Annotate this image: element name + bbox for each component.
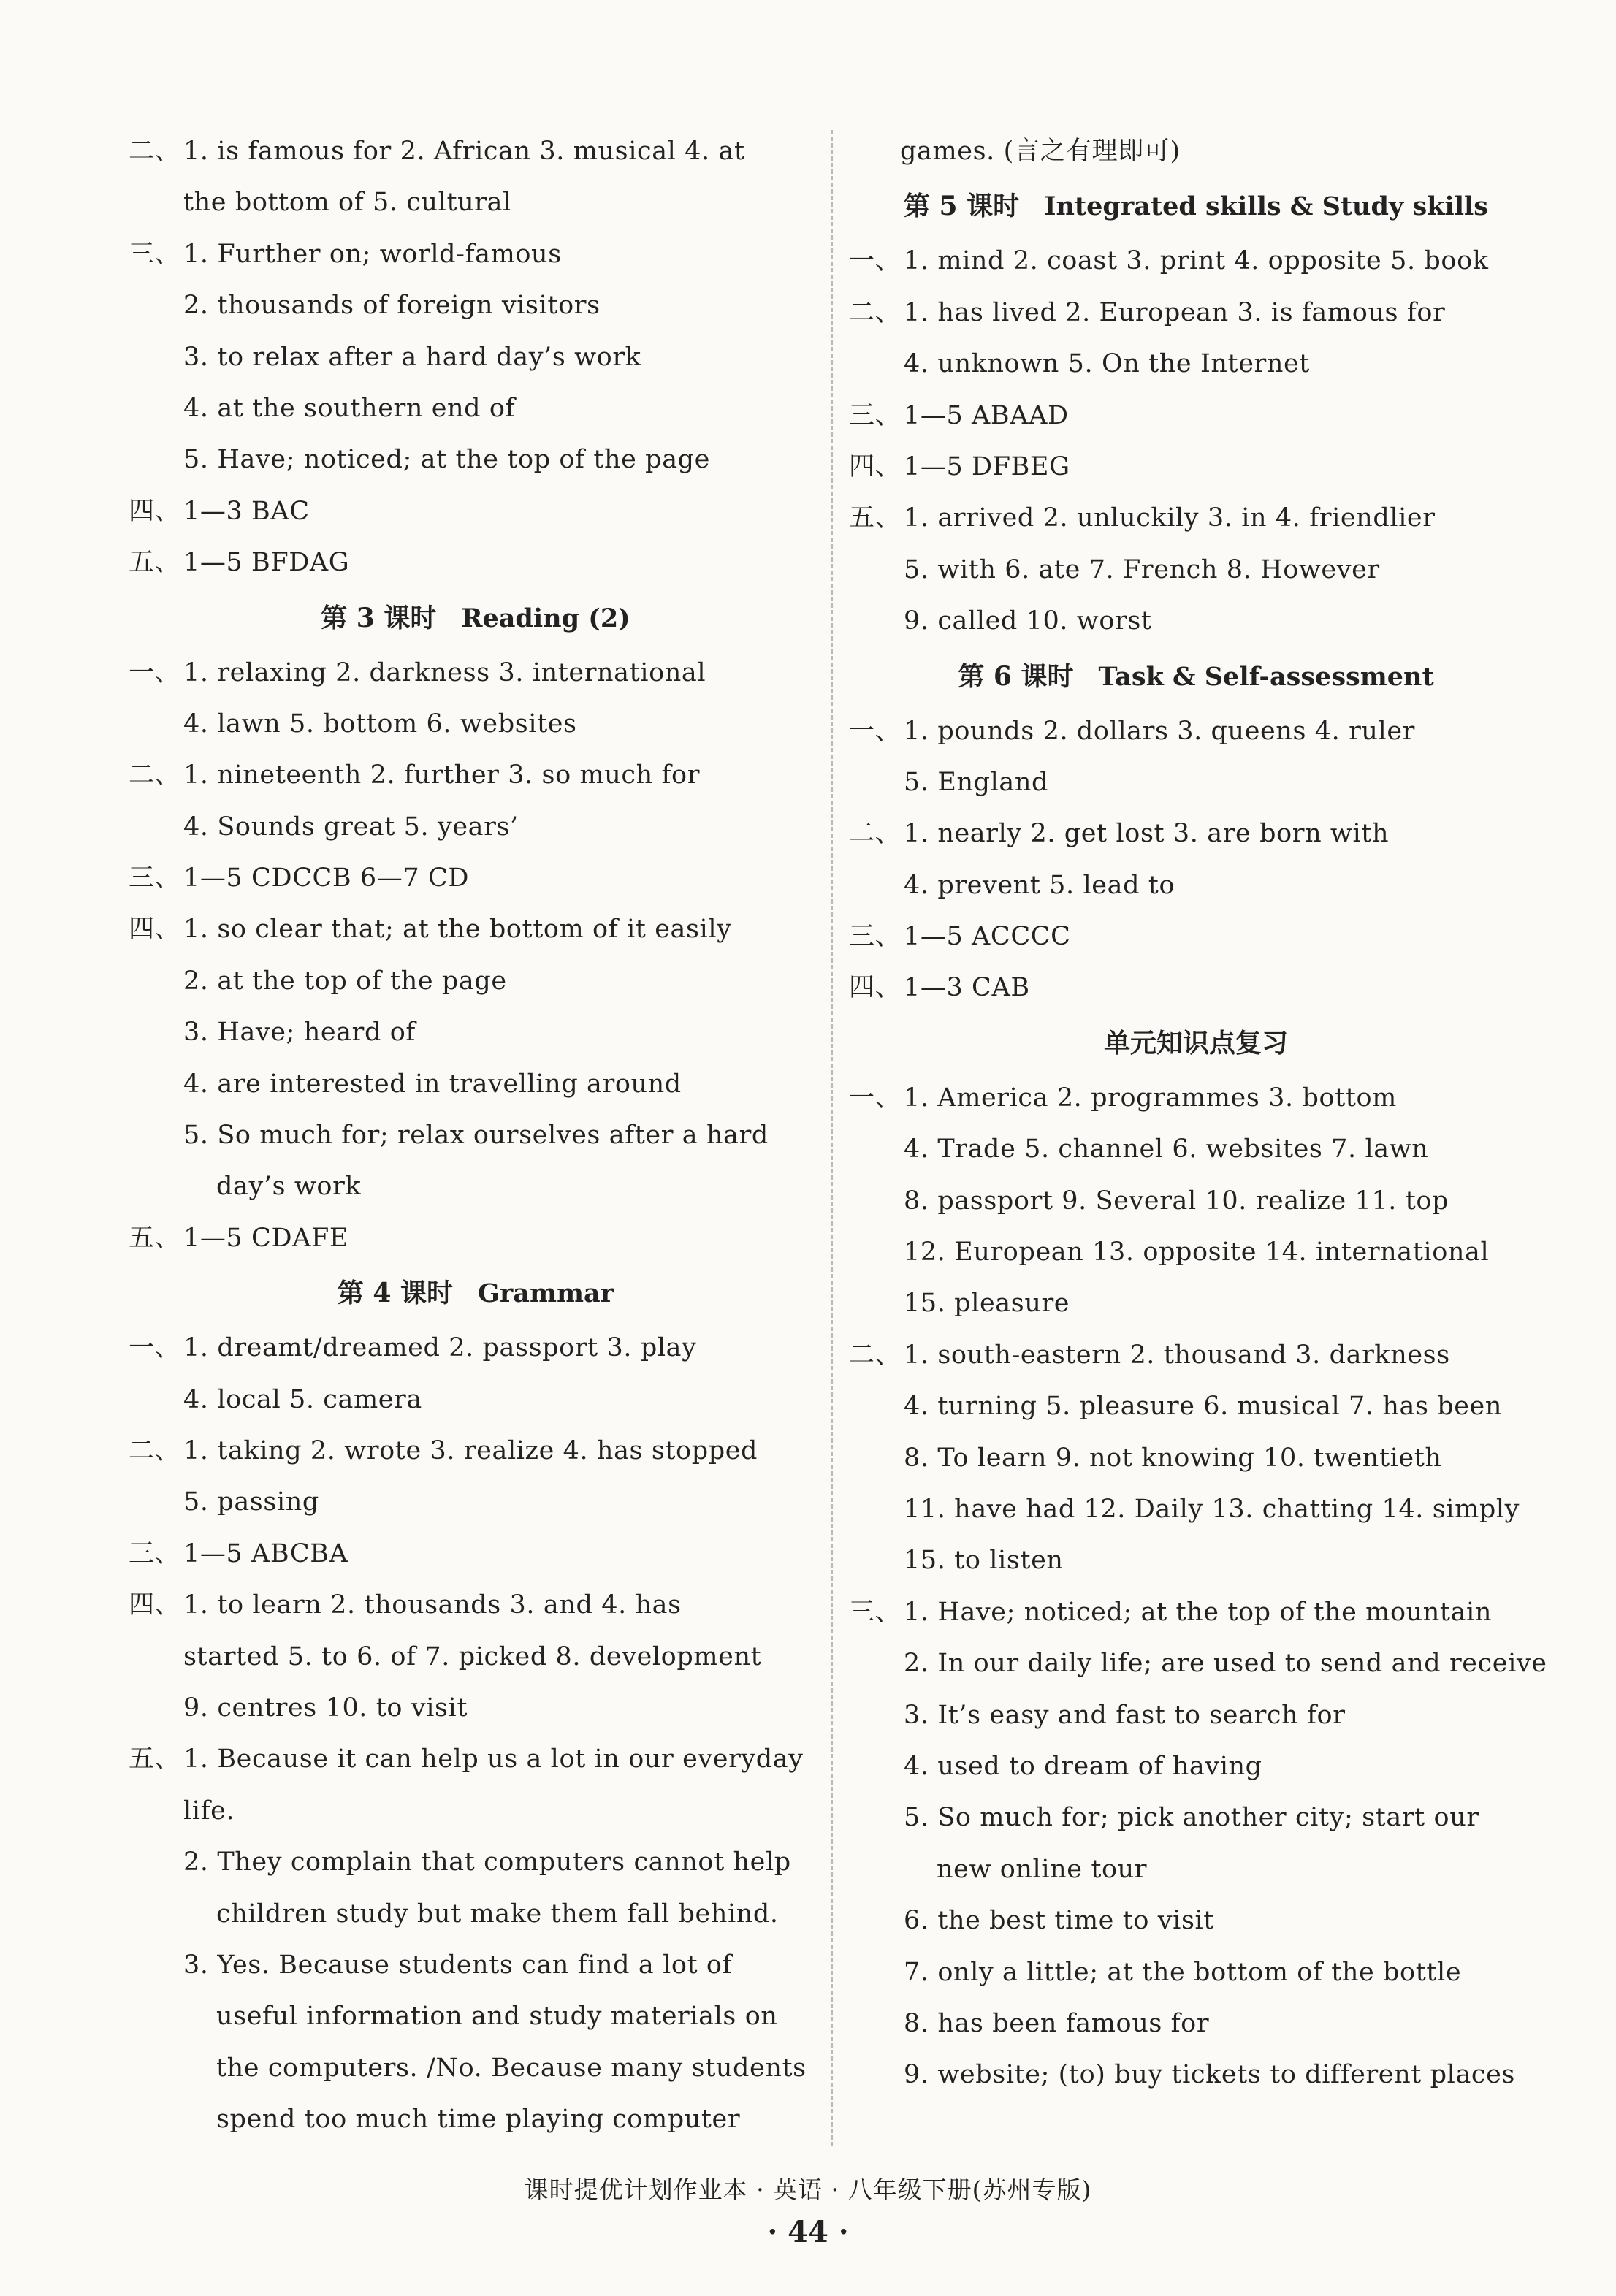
- answer-text: started 5. to 6. of 7. picked 8. development: [183, 1641, 762, 1671]
- exercise-number: 五、: [129, 548, 181, 578]
- answer-text: 11. have had 12. Daily 13. chatting 14. simply: [904, 1494, 1520, 1524]
- answer-text: 4. lawn 5. bottom 6. websites: [183, 709, 577, 739]
- answer-line: [129, 1631, 823, 1682]
- answer-line: [129, 280, 823, 331]
- answer-text: 2. at the top of the page: [183, 966, 507, 996]
- answer-text: 5. passing: [183, 1487, 319, 1517]
- exercise-number: 三、: [849, 400, 902, 430]
- answer-text: 1—5 ABCBA: [183, 1538, 348, 1568]
- exercise-item: [849, 390, 1543, 441]
- exercise-item: [849, 287, 1543, 338]
- exercise-number: 一、: [849, 716, 902, 746]
- answer-line: [129, 2094, 823, 2145]
- column-divider: [831, 130, 833, 2146]
- answer-line: [849, 2049, 1543, 2100]
- exercise-item: [849, 911, 1543, 962]
- exercise-item: [129, 1322, 823, 1373]
- answer-text: 5. So much for; pick another city; start our: [904, 1803, 1479, 1833]
- lesson-heading: [849, 647, 1543, 706]
- answer-text: 6. the best time to visit: [904, 1906, 1214, 1936]
- exercise-item: [129, 647, 823, 698]
- exercise-item: [849, 1587, 1543, 1638]
- exercise-item: [129, 1734, 823, 1785]
- exercise-item: [129, 1213, 823, 1264]
- answer-text: 9. called 10. worst: [904, 606, 1152, 636]
- answer-text: 1—5 BFDAG: [183, 548, 350, 578]
- answer-line: [849, 126, 1543, 177]
- answer-text: 1—5 ACCCC: [904, 922, 1071, 952]
- answer-text: 4. local 5. camera: [183, 1384, 422, 1414]
- exercise-item: [129, 1528, 823, 1579]
- answer-text: 1—5 DFBEG: [904, 451, 1070, 481]
- lesson-heading-title: Task & Self-assessment: [1098, 661, 1434, 692]
- lesson-heading-label: 第 3 课时: [321, 602, 437, 633]
- answer-line: [129, 1940, 823, 1991]
- answer-line: [129, 1837, 823, 1888]
- answer-text: 4. Trade 5. channel 6. websites 7. lawn: [904, 1134, 1429, 1164]
- answer-text: 1—3 BAC: [183, 496, 310, 526]
- answer-line: [129, 1161, 823, 1212]
- exercise-number: 二、: [849, 1340, 902, 1370]
- answer-line: [849, 1433, 1543, 1484]
- answer-text: 4. prevent 5. lead to: [904, 870, 1175, 900]
- answer-text: 1—5 CDAFE: [183, 1223, 349, 1253]
- lesson-heading-title: Grammar: [477, 1278, 614, 1309]
- exercise-number: 四、: [129, 1590, 181, 1620]
- lesson-heading: [129, 1264, 823, 1322]
- answer-text: 1. pounds 2. dollars 3. queens 4. ruler: [904, 716, 1415, 746]
- answer-text: 1. America 2. programmes 3. bottom: [904, 1083, 1397, 1113]
- answer-text: new online tour: [937, 1854, 1148, 1884]
- answer-line: [849, 1844, 1543, 1895]
- exercise-number: 三、: [849, 1597, 902, 1627]
- answer-text: 4. Sounds great 5. years’: [183, 812, 519, 842]
- lesson-heading: [849, 177, 1543, 235]
- answer-line: [849, 1381, 1543, 1432]
- answer-text: 1. nineteenth 2. further 3. so much for: [183, 760, 701, 790]
- exercise-item: [129, 126, 823, 177]
- answer-text: children study but make them fall behind.: [216, 1899, 779, 1929]
- lesson-heading-label: 第 6 课时: [958, 660, 1074, 692]
- answer-line: [129, 2043, 823, 2094]
- answer-text: the computers. /No. Because many students: [216, 2053, 807, 2083]
- answer-line: [849, 1278, 1543, 1329]
- answer-line: [849, 1484, 1543, 1535]
- exercise-number: 二、: [129, 1435, 181, 1465]
- answer-line: [849, 1227, 1543, 1278]
- exercise-number: 五、: [129, 1223, 181, 1253]
- answer-text: 1. taking 2. wrote 3. realize 4. has stopped: [183, 1435, 758, 1465]
- answer-text: 4. at the southern end of: [183, 393, 516, 423]
- answer-text: 3. It’s easy and fast to search for: [904, 1700, 1346, 1730]
- lesson-heading-title: Reading (2): [461, 603, 630, 633]
- answer-line: [849, 1535, 1543, 1586]
- answer-text: 2. They complain that computers cannot help: [183, 1847, 791, 1877]
- answer-line: [849, 1638, 1547, 1689]
- exercise-item: [129, 904, 823, 955]
- answer-text: 5. England: [904, 767, 1049, 797]
- lesson-heading-label: 单元知识点复习: [1103, 1027, 1288, 1059]
- exercise-item: [129, 1579, 823, 1631]
- exercise-item: [129, 229, 823, 280]
- exercise-item: [129, 537, 823, 588]
- exercise-number: 四、: [849, 973, 902, 1003]
- exercise-number: 四、: [129, 915, 181, 945]
- answer-line: [849, 595, 1543, 647]
- answer-line: [129, 1059, 823, 1110]
- answer-line: [849, 757, 1543, 808]
- exercise-number: 四、: [129, 496, 181, 526]
- exercise-number: 二、: [129, 137, 181, 166]
- exercise-item: [129, 486, 823, 537]
- answer-line: [129, 177, 823, 228]
- answer-text: 4. turning 5. pleasure 6. musical 7. has been: [904, 1392, 1503, 1422]
- answer-line: [849, 860, 1543, 911]
- exercise-item: [849, 235, 1543, 286]
- exercise-item: [849, 492, 1543, 544]
- exercise-number: 三、: [129, 239, 181, 269]
- answer-text: 8. To learn 9. not knowing 10. twentieth: [904, 1443, 1442, 1473]
- answer-line: [849, 1998, 1543, 2049]
- answer-text: 1. Have; noticed; at the top of the mountain: [904, 1597, 1492, 1627]
- answer-text: day’s work: [216, 1172, 362, 1202]
- answer-text: 2. In our daily life; are used to send and receive: [904, 1649, 1547, 1679]
- answer-line: [849, 1947, 1543, 1998]
- exercise-number: 四、: [849, 451, 902, 481]
- answer-text: 1. Because it can help us a lot in our everyday: [183, 1744, 804, 1774]
- answer-text: 1—5 ABAAD: [904, 400, 1069, 430]
- answer-text: 3. to relax after a hard day’s work: [183, 342, 641, 372]
- exercise-number: 三、: [129, 863, 181, 893]
- answer-text: 12. European 13. opposite 14. international: [904, 1237, 1490, 1267]
- answer-line: [129, 1374, 823, 1425]
- answer-line: [129, 434, 823, 485]
- answer-line: [129, 956, 823, 1007]
- lesson-heading-title: Integrated skills & Study skills: [1044, 191, 1488, 222]
- answer-text: 4. unknown 5. On the Internet: [904, 349, 1310, 379]
- exercise-number: 三、: [849, 922, 902, 952]
- answer-text: 8. has been famous for: [904, 2008, 1210, 2038]
- exercise-number: 一、: [849, 246, 902, 276]
- page-number: · 44 ·: [767, 2215, 849, 2249]
- answer-line: [849, 1741, 1543, 1792]
- exercise-number: 一、: [849, 1083, 902, 1113]
- answer-text: 1. relaxing 2. darkness 3. international: [183, 657, 706, 687]
- exercise-item: [849, 1330, 1543, 1381]
- answer-text: the bottom of 5. cultural: [183, 188, 511, 218]
- answer-text: games. (言之有理即可): [900, 137, 1181, 166]
- answer-text: 9. centres 10. to visit: [183, 1693, 468, 1723]
- answer-text: 8. passport 9. Several 10. realize 11. top: [904, 1186, 1449, 1216]
- answer-text: 5. with 6. ate 7. French 8. However: [904, 554, 1380, 584]
- right-column: [849, 126, 1547, 2101]
- answer-line: [129, 1007, 823, 1058]
- answer-text: 1. arrived 2. unluckily 3. in 4. friendlier: [904, 503, 1436, 533]
- answer-text: 1. mind 2. coast 3. print 4. opposite 5. book: [904, 246, 1489, 276]
- answer-line: [129, 1110, 823, 1161]
- exercise-number: 一、: [129, 657, 181, 687]
- exercise-number: 五、: [129, 1744, 181, 1774]
- exercise-item: [849, 808, 1543, 859]
- exercise-item: [849, 962, 1543, 1013]
- answer-text: 4. used to dream of having: [904, 1751, 1262, 1781]
- answer-line: [849, 1124, 1543, 1175]
- book-title-footer: 课时提优计划作业本 · 英语 · 八年级下册(苏州专版): [524, 2175, 1092, 2204]
- answer-text: 15. pleasure: [904, 1289, 1070, 1319]
- answer-text: 9. website; (to) buy tickets to different places: [904, 2060, 1515, 2090]
- lesson-heading: [849, 1014, 1543, 1072]
- exercise-item: [849, 441, 1543, 492]
- answer-text: 1. has lived 2. European 3. is famous for: [904, 297, 1446, 327]
- answer-text: 1—3 CAB: [904, 973, 1030, 1003]
- answer-text: 1. Further on; world-famous: [183, 239, 562, 269]
- answer-line: [129, 1991, 823, 2042]
- lesson-heading-label: 第 5 课时: [903, 191, 1020, 222]
- answer-line: [849, 338, 1543, 389]
- answer-text: 2. thousands of foreign visitors: [183, 291, 601, 321]
- answer-line: [129, 1888, 823, 1940]
- answer-text: 15. to listen: [904, 1546, 1064, 1576]
- answer-text: 1. so clear that; at the bottom of it easily: [183, 915, 732, 945]
- exercise-number: 二、: [849, 297, 902, 327]
- answer-line: [849, 1895, 1543, 1946]
- answer-line: [129, 801, 823, 853]
- exercise-item: [129, 1425, 823, 1476]
- answer-line: [129, 1682, 823, 1734]
- answer-line: [129, 1785, 823, 1837]
- exercise-number: 二、: [129, 760, 181, 790]
- answer-line: [129, 1476, 823, 1528]
- answer-text: spend too much time playing computer: [216, 2105, 741, 2135]
- answer-text: life.: [183, 1796, 235, 1826]
- answer-line: [849, 1690, 1543, 1741]
- exercise-number: 一、: [129, 1333, 181, 1363]
- lesson-heading-label: 第 4 课时: [337, 1278, 453, 1309]
- answer-text: 1. south-eastern 2. thousand 3. darkness: [904, 1340, 1450, 1370]
- answer-text: 3. Have; heard of: [183, 1018, 416, 1048]
- answer-line: [849, 1792, 1543, 1843]
- answer-text: 3. Yes. Because students can find a lot of: [183, 1950, 733, 1980]
- answer-line: [129, 698, 823, 750]
- answer-line: [849, 1175, 1543, 1227]
- left-column: [129, 126, 823, 2145]
- exercise-item: [849, 1072, 1543, 1124]
- exercise-number: 五、: [849, 503, 902, 533]
- exercise-item: [129, 750, 823, 801]
- answer-text: useful information and study materials on: [216, 2002, 778, 2032]
- answer-text: 1. dreamt/dreamed 2. passport 3. play: [183, 1333, 697, 1363]
- answer-text: 1. to learn 2. thousands 3. and 4. has: [183, 1590, 682, 1620]
- answer-line: [849, 544, 1543, 595]
- exercise-item: [129, 853, 823, 904]
- answer-line: [129, 332, 823, 383]
- answer-text: 1. is famous for 2. African 3. musical 4. at: [183, 137, 745, 166]
- answer-text: 5. Have; noticed; at the top of the page: [183, 445, 710, 475]
- exercise-number: 三、: [129, 1538, 181, 1568]
- answer-text: 7. only a little; at the bottom of the bottle: [904, 1957, 1462, 1987]
- answer-text: 1—5 CDCCB 6—7 CD: [183, 863, 470, 893]
- answer-text: 1. nearly 2. get lost 3. are born with: [904, 819, 1390, 849]
- lesson-heading: [129, 589, 823, 647]
- answer-text: 5. So much for; relax ourselves after a hard: [183, 1121, 769, 1151]
- answer-line: [129, 383, 823, 434]
- exercise-item: [849, 706, 1543, 757]
- exercise-number: 二、: [849, 819, 902, 849]
- answer-text: 4. are interested in travelling around: [183, 1069, 682, 1099]
